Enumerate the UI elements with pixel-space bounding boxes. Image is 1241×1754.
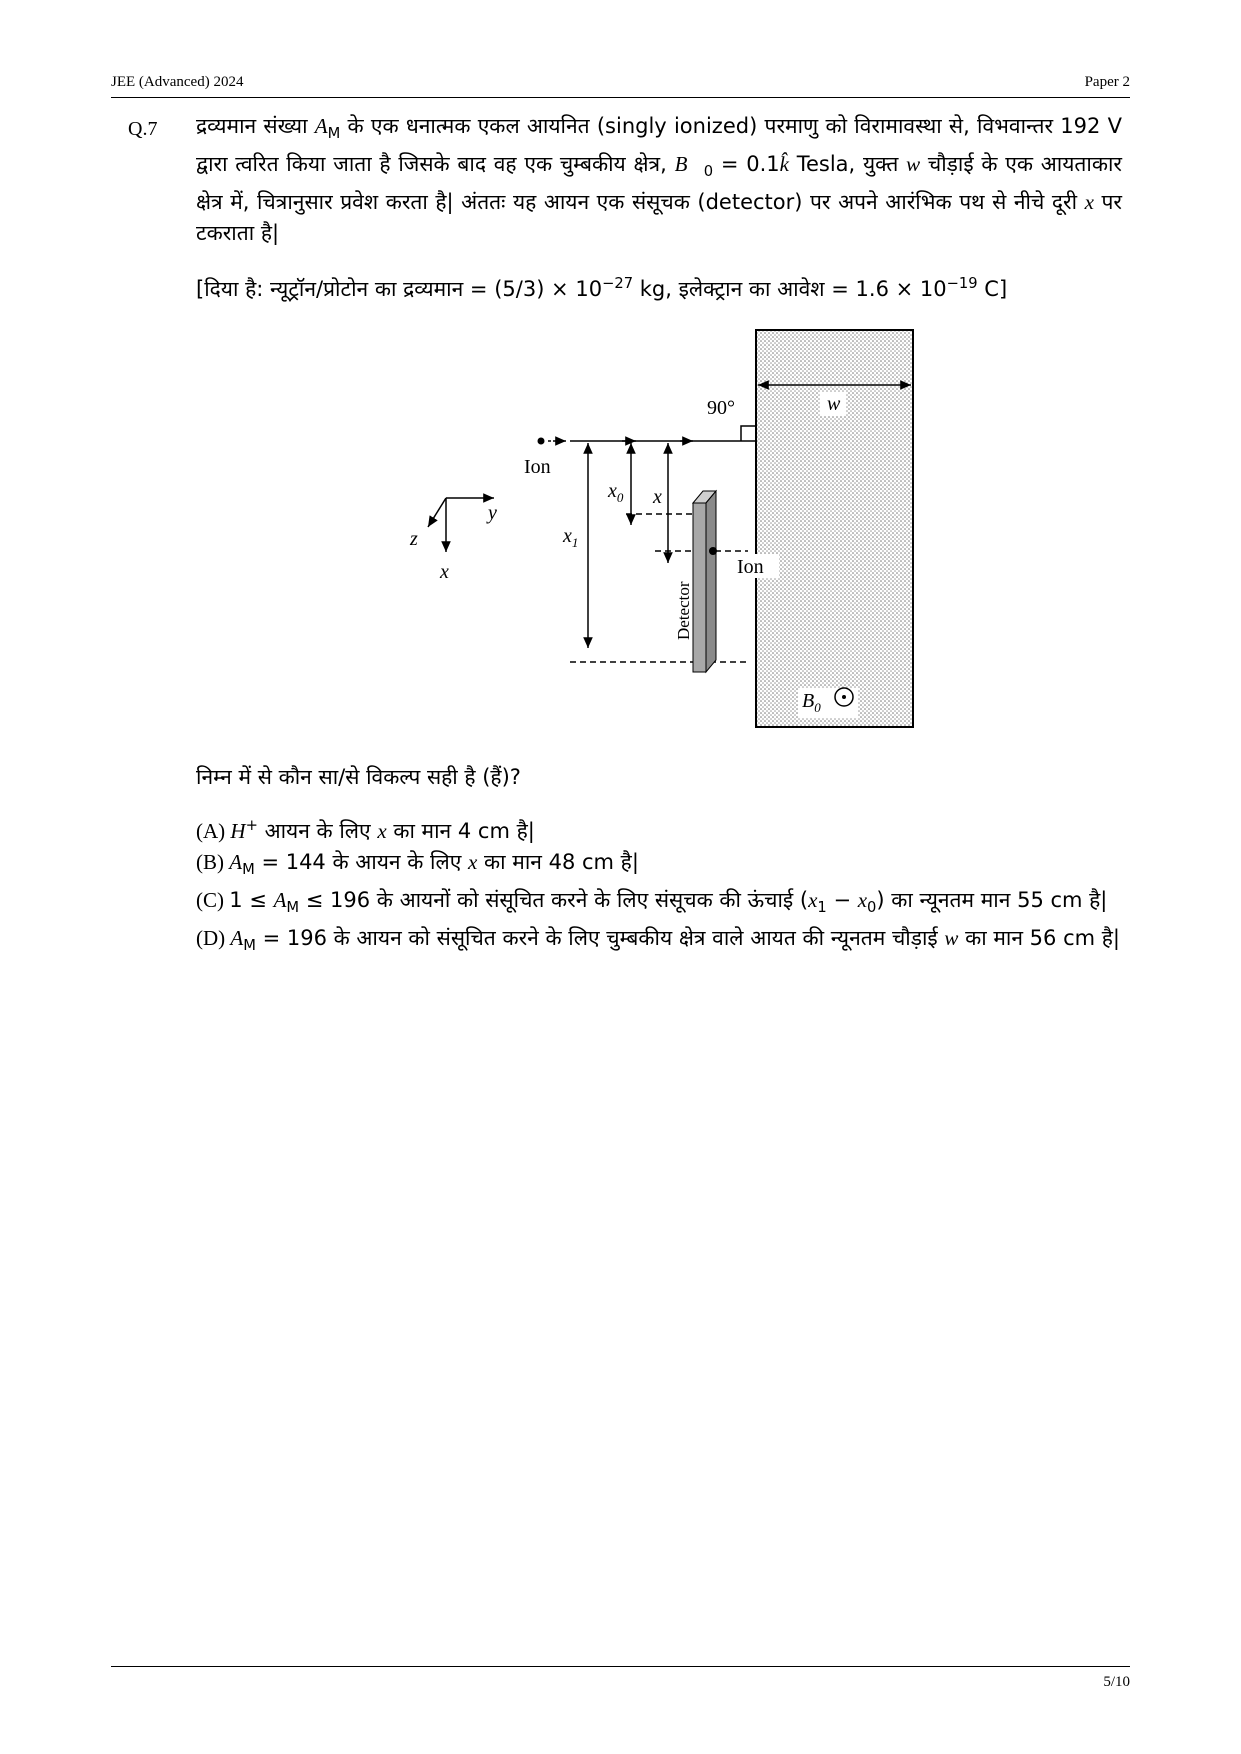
- exam-header: JEE (Advanced) 2024: [111, 74, 244, 90]
- option-d[interactable]: (D) $A_M = 196$ के आयन को संसूचित करने के लिए चुम्बकीय क्षेत्र वाले आयत की न्यूनतम चौड़ाई w का मान 56 cm है|: [196, 926, 1120, 955]
- x0-label: $x_0$: [608, 480, 624, 505]
- detector-side: [706, 491, 716, 672]
- axis-z-label: z: [410, 528, 418, 550]
- question-stem: द्रव्यमान संख्या $A_M$ के एक धनात्मक एकल आयनित (singly ionized) परमाणु को विरामावस्था से, विभवान्तर 192 V द्वारा त्वरित किया जाता है जिसके बाद वह एक चुम्बकीय क्षेत्र, $B⃗_0$ = 0.1k̂ Tesla, युक्त w चौड़ाई के एक आयताकार क्षेत्र में, चित्रानुसार प्रवेश करता है| अंततः यह आयन एक संसूचक (detector) पर अपने आरंभिक पथ से नीचे दूरी x पर टकराता है|: [196, 114, 1122, 246]
- question-number: Q.7: [128, 118, 158, 140]
- right-angle-mark: [741, 426, 756, 441]
- ion-detector-figure: [400, 320, 920, 730]
- x-label: x: [653, 486, 662, 508]
- magnetic-field-region: [756, 330, 913, 727]
- width-label: w: [827, 393, 841, 415]
- angle-label: 90°: [707, 397, 735, 419]
- ion-start-label: Ion: [524, 456, 551, 478]
- option-c[interactable]: (C) $1 \le A_M \le 196$ के आयनों को संसूचित करने के लिए संसूचक की ऊंचाई $(x_1 - x_0)$ का न्यूनतम मान 55 cm है|: [196, 888, 1108, 917]
- given-constants: [दिया है: न्यूट्रॉन/प्रोटोन का द्रव्यमान = $(5/3) \times 10^{-27}$ kg, इलेक्ट्रान का आवेश = $1.6 \times 10^{-19}$ C]: [196, 275, 1008, 301]
- ion-start-dot: [538, 438, 545, 445]
- paper-label: Paper 2: [1084, 74, 1130, 90]
- axis-y-label: y: [488, 502, 497, 524]
- field-label: $B_0$: [802, 690, 821, 715]
- detector-plate: [693, 503, 706, 672]
- footer-rule: [111, 1666, 1130, 1667]
- header-rule: [111, 97, 1130, 98]
- axis-x-label: x: [440, 561, 449, 583]
- question-prompt: निम्न में से कौन सा/से विकल्प सही है (हैं)?: [196, 765, 521, 789]
- detector-label: Detector: [674, 581, 693, 640]
- axis-z-arrow: [428, 498, 446, 527]
- option-b[interactable]: (B) $A_M = 144$ के आयन के लिए x का मान 48 cm है|: [196, 850, 639, 879]
- option-a[interactable]: (A) H+ आयन के लिए x का मान 4 cm है|: [196, 817, 535, 843]
- page-number: 5/10: [1103, 1674, 1130, 1690]
- x1-label: $x_1$: [563, 525, 579, 550]
- ion-end-label: Ion: [737, 556, 764, 578]
- options-list: [196, 810, 1122, 962]
- ion-hit-dot: [709, 547, 717, 555]
- field-dot: [842, 695, 846, 699]
